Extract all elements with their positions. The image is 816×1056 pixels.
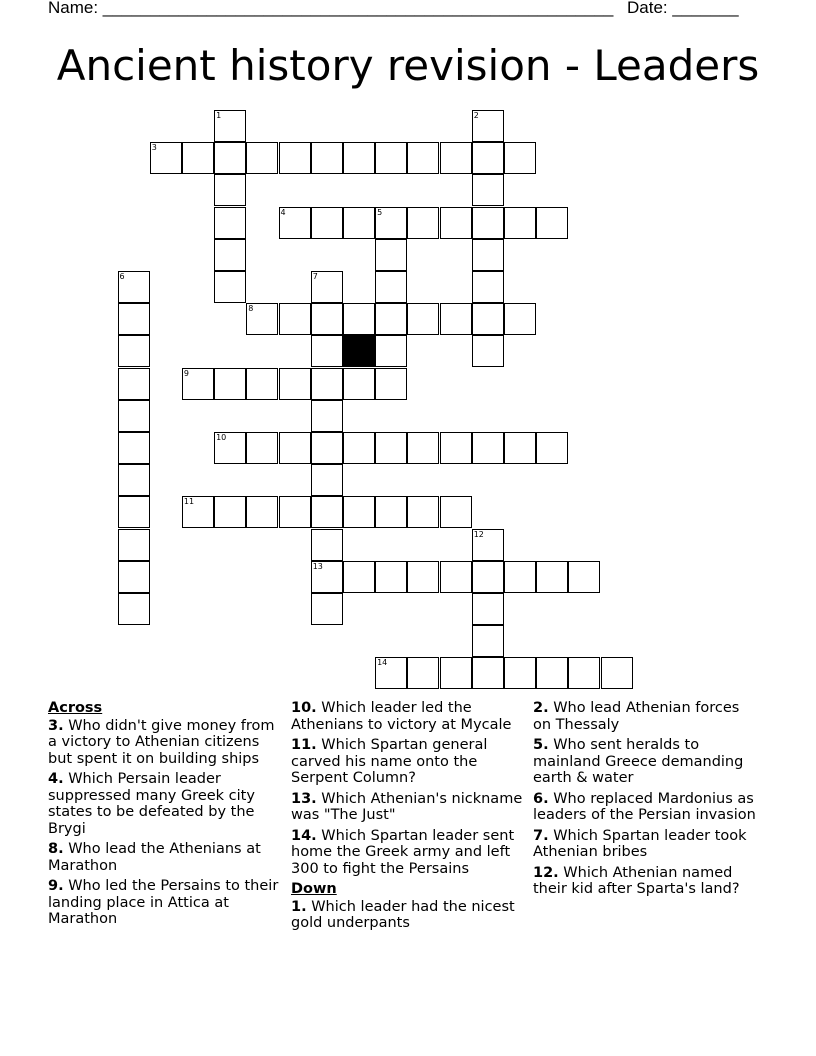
grid-cell[interactable] bbox=[343, 303, 375, 335]
grid-cell[interactable] bbox=[504, 207, 536, 239]
grid-cell[interactable] bbox=[536, 561, 568, 593]
clue-down-2: 2. Who lead Athenian forces on Thessaly bbox=[533, 700, 740, 733]
clue-number-label: 11 bbox=[183, 497, 195, 507]
clue-number-label: 10 bbox=[216, 433, 227, 442]
clue-number-label: 7 bbox=[312, 272, 318, 281]
grid-cell[interactable] bbox=[407, 657, 439, 689]
clue-number-label: 5 bbox=[377, 207, 383, 217]
grid-cell[interactable] bbox=[440, 303, 472, 335]
grid-cell[interactable] bbox=[375, 657, 407, 689]
grid-cell[interactable] bbox=[568, 561, 600, 593]
grid-cell[interactable] bbox=[375, 207, 407, 239]
grid-cell[interactable] bbox=[214, 174, 246, 206]
clue-down-6: 6. Who replaced Mardonius as leaders of the Persian invasion bbox=[533, 790, 756, 823]
grid-cell[interactable] bbox=[118, 400, 150, 432]
grid-cell[interactable] bbox=[375, 335, 407, 367]
grid-cell[interactable] bbox=[182, 142, 214, 174]
grid-cell[interactable] bbox=[246, 496, 278, 528]
clue-number-label: 6 bbox=[119, 272, 125, 281]
grid-cell[interactable] bbox=[536, 657, 568, 689]
clues-column-3 bbox=[533, 700, 761, 902]
grid-cell[interactable] bbox=[311, 400, 343, 432]
date-field-label[interactable]: Date: _______ bbox=[627, 0, 739, 17]
grid-cell[interactable] bbox=[311, 593, 343, 625]
grid-cell[interactable] bbox=[407, 561, 439, 593]
grid-cell[interactable] bbox=[118, 271, 150, 303]
clue-number-label: 4 bbox=[280, 207, 286, 217]
grid-cell[interactable] bbox=[504, 142, 536, 174]
grid-cell[interactable] bbox=[279, 207, 311, 239]
grid-cell[interactable] bbox=[118, 432, 150, 464]
clue-across-11: 11. Which Spartan general carved his name onto the Serpent Column? bbox=[291, 737, 488, 786]
grid-cell[interactable] bbox=[214, 110, 246, 142]
grid-cell[interactable] bbox=[311, 529, 343, 561]
grid-cell[interactable] bbox=[472, 239, 504, 271]
grid-cell[interactable] bbox=[472, 271, 504, 303]
grid-cell[interactable] bbox=[311, 142, 343, 174]
clue-number-label: 12 bbox=[473, 529, 484, 539]
grid-cell[interactable] bbox=[601, 657, 633, 689]
grid-cell[interactable] bbox=[118, 496, 150, 528]
grid-cell[interactable] bbox=[472, 657, 504, 689]
grid-cell[interactable] bbox=[214, 432, 246, 464]
grid-cell[interactable] bbox=[375, 432, 407, 464]
grid-cell[interactable] bbox=[279, 142, 311, 174]
grid-cell[interactable] bbox=[246, 368, 278, 400]
grid-cell[interactable] bbox=[568, 657, 600, 689]
grid-cell[interactable] bbox=[472, 174, 504, 206]
grid-cell[interactable] bbox=[311, 464, 343, 496]
grid-cell[interactable] bbox=[472, 561, 504, 593]
grid-cell[interactable] bbox=[311, 303, 343, 335]
grid-cell[interactable] bbox=[536, 207, 568, 239]
grid-cell[interactable] bbox=[311, 368, 343, 400]
grid-cell[interactable] bbox=[407, 432, 439, 464]
clue-number-label: 13 bbox=[312, 561, 323, 571]
grid-cell[interactable] bbox=[343, 561, 375, 593]
clue-across-3: 3. Who didn't give money from a victory to Athenian citizens but spent it on building ships bbox=[48, 717, 275, 767]
grid-cell[interactable] bbox=[375, 271, 407, 303]
grid-cell[interactable] bbox=[182, 496, 214, 528]
page-title: Ancient history revision - Leaders bbox=[56, 41, 760, 90]
grid-cell[interactable] bbox=[407, 496, 439, 528]
grid-cell[interactable] bbox=[536, 432, 568, 464]
grid-cell[interactable] bbox=[440, 657, 472, 689]
grid-cell[interactable] bbox=[504, 657, 536, 689]
grid-cell[interactable] bbox=[118, 593, 150, 625]
grid-cell[interactable] bbox=[343, 207, 375, 239]
grid-cell[interactable] bbox=[343, 142, 375, 174]
clue-across-9: 9. Who led the Persains to their landing place in Attica at Marathon bbox=[48, 878, 279, 927]
grid-cell[interactable] bbox=[504, 432, 536, 464]
grid-cell[interactable] bbox=[375, 368, 407, 400]
clue-down-5: 5. Who sent heralds to mainland Greece demanding earth & water bbox=[533, 737, 744, 786]
name-field-label[interactable]: Name: ______________________________________________________ bbox=[48, 0, 614, 17]
grid-cell[interactable] bbox=[150, 142, 182, 174]
clue-down-12: 12. Which Athenian named their kid after Sparta's land? bbox=[533, 864, 740, 897]
grid-cell[interactable] bbox=[118, 561, 150, 593]
grid-cell[interactable] bbox=[246, 432, 278, 464]
grid-cell[interactable] bbox=[472, 142, 504, 174]
grid-cell[interactable] bbox=[246, 303, 278, 335]
grid-cell[interactable] bbox=[311, 207, 343, 239]
down-heading: Down bbox=[291, 881, 337, 897]
grid-cell[interactable] bbox=[407, 207, 439, 239]
grid-cell[interactable] bbox=[279, 368, 311, 400]
grid-cell[interactable] bbox=[279, 496, 311, 528]
clue-across-4: 4. Which Persain leader suppressed many Greek city states to be defeated by the Brygi bbox=[48, 771, 255, 837]
grid-cell[interactable] bbox=[472, 207, 504, 239]
grid-cell[interactable] bbox=[375, 142, 407, 174]
grid-cell[interactable] bbox=[182, 368, 214, 400]
clues-column-1 bbox=[48, 700, 280, 932]
grid-cell[interactable] bbox=[214, 496, 246, 528]
grid-cell[interactable] bbox=[311, 271, 343, 303]
clue-number-label: 1 bbox=[216, 111, 222, 120]
grid-cell[interactable] bbox=[343, 368, 375, 400]
across-heading: Across bbox=[48, 700, 103, 716]
grid-cell[interactable] bbox=[375, 303, 407, 335]
grid-cell[interactable] bbox=[279, 432, 311, 464]
clue-number-label: 9 bbox=[183, 368, 189, 378]
grid-cell[interactable] bbox=[118, 529, 150, 561]
grid-cell[interactable] bbox=[214, 239, 246, 271]
grid-cell[interactable] bbox=[311, 496, 343, 528]
grid-cell[interactable] bbox=[375, 239, 407, 271]
grid-cell[interactable] bbox=[118, 368, 150, 400]
grid-cell[interactable] bbox=[472, 432, 504, 464]
grid-cell[interactable] bbox=[440, 561, 472, 593]
clues-column-2 bbox=[291, 700, 525, 936]
grid-cell[interactable] bbox=[118, 303, 150, 335]
grid-cell[interactable] bbox=[440, 142, 472, 174]
clue-across-13: 13. Which Athenian's nickname was "The Just" bbox=[291, 790, 523, 823]
grid-cell[interactable] bbox=[343, 432, 375, 464]
clue-across-10: 10. Which leader led the Athenians to victory at Mycale bbox=[291, 700, 512, 733]
grid-cell[interactable] bbox=[472, 335, 504, 367]
grid-cell[interactable] bbox=[311, 335, 343, 367]
grid-cell[interactable] bbox=[440, 432, 472, 464]
clue-across-8: 8. Who lead the Athenians at Marathon bbox=[48, 841, 261, 874]
clue-down-7: 7. Which Spartan leader took Athenian bribes bbox=[533, 827, 747, 860]
grid-block-cell bbox=[343, 335, 375, 367]
grid-cell[interactable] bbox=[279, 303, 311, 335]
clue-across-14: 14. Which Spartan leader sent home the Greek army and left 300 to fight the Persains bbox=[291, 827, 515, 877]
clue-number-label: 2 bbox=[473, 111, 479, 120]
grid-cell[interactable] bbox=[472, 529, 504, 561]
clue-number-label: 14 bbox=[377, 658, 388, 668]
grid-cell[interactable] bbox=[214, 142, 246, 174]
grid-cell[interactable] bbox=[311, 432, 343, 464]
grid-cell[interactable] bbox=[407, 142, 439, 174]
grid-cell[interactable] bbox=[407, 303, 439, 335]
grid-cell[interactable] bbox=[375, 496, 407, 528]
grid-cell[interactable] bbox=[214, 368, 246, 400]
grid-cell[interactable] bbox=[343, 496, 375, 528]
grid-cell[interactable] bbox=[504, 303, 536, 335]
clue-number-label: 8 bbox=[248, 304, 254, 314]
grid-cell[interactable] bbox=[472, 303, 504, 335]
grid-cell[interactable] bbox=[246, 142, 278, 174]
grid-cell[interactable] bbox=[375, 561, 407, 593]
clue-number-label: 3 bbox=[151, 143, 157, 153]
grid-cell[interactable] bbox=[472, 593, 504, 625]
grid-cell[interactable] bbox=[214, 207, 246, 239]
grid-cell[interactable] bbox=[504, 561, 536, 593]
clue-down-1: 1. Which leader had the nicest gold underpants bbox=[291, 898, 515, 931]
grid-cell[interactable] bbox=[118, 464, 150, 496]
grid-cell[interactable] bbox=[472, 110, 504, 142]
grid-cell[interactable] bbox=[440, 496, 472, 528]
grid-cell[interactable] bbox=[118, 335, 150, 367]
grid-cell[interactable] bbox=[472, 625, 504, 657]
grid-cell[interactable] bbox=[440, 207, 472, 239]
grid-cell[interactable] bbox=[311, 561, 343, 593]
grid-cell[interactable] bbox=[214, 271, 246, 303]
